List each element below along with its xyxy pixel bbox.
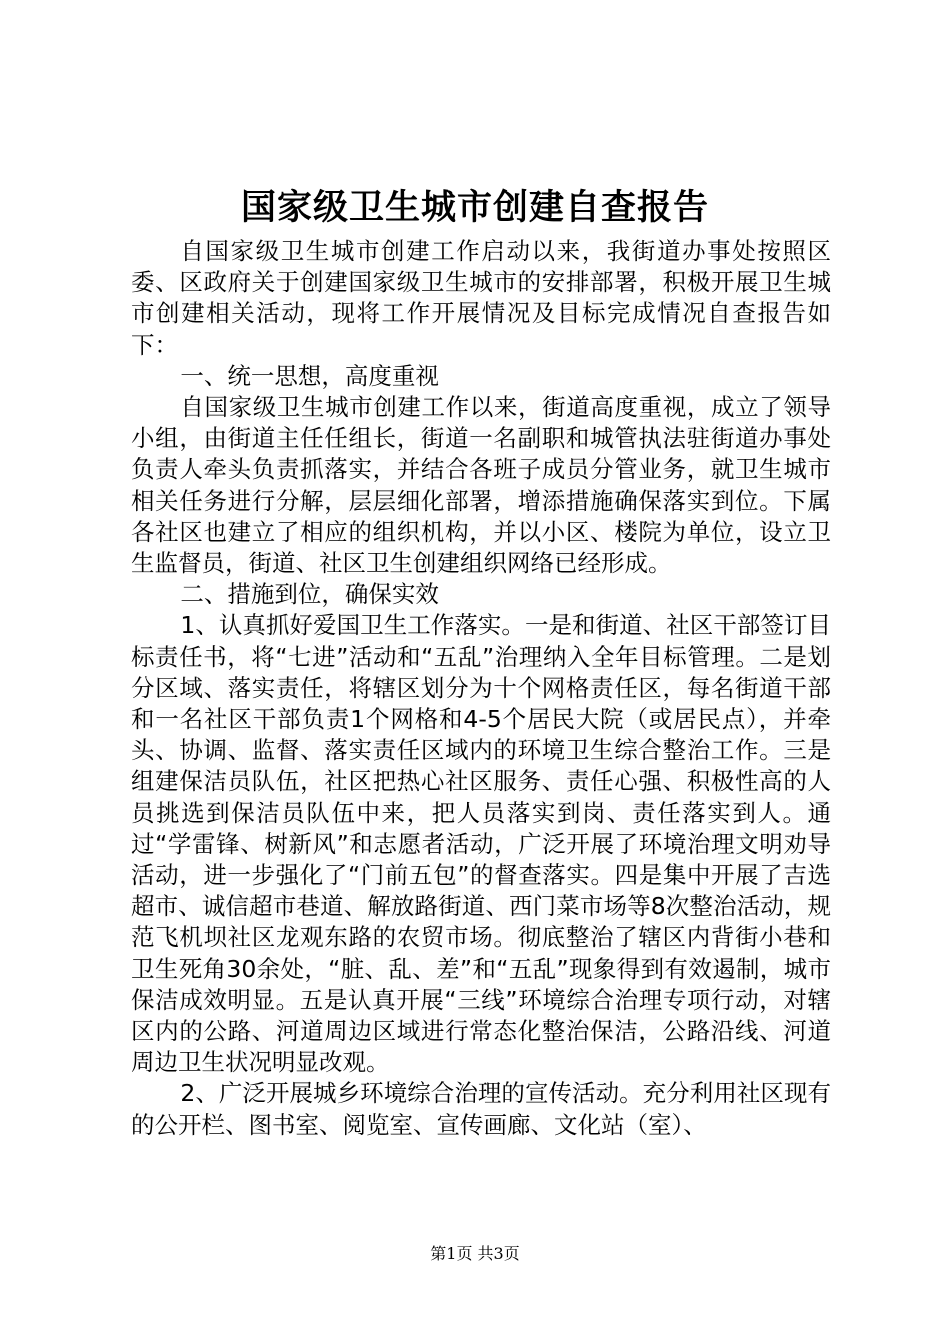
intro-paragraph: 自国家级卫生城市创建工作启动以来，我街道办事处按照区委、区政府关于创建国家级卫生城市的安排部署，积极开展卫生城市创建相关活动，现将工作开展情况及目标完成情况自查报告如下： xyxy=(131,237,831,359)
section-heading-2: 二、措施到位，确保实效 xyxy=(180,580,439,609)
page-number-footer: 第1页 共3页 xyxy=(430,1244,520,1263)
section-1-paragraph: 自国家级卫生城市创建工作以来，街道高度重视，成立了领导小组，由街道主任任组长，街道一名副职和城管执法驻街道办事处负责人牵头负责抓落实，并结合各班子成员分管业务，就卫生城市相关任务进行分解，层层细化部署，增添措施确保落实到位。下属各社区也建立了相应的组织机构，并以小区、楼院为单位，设立卫生监督员，街道、社区卫生创建组织网络已经形成。 xyxy=(131,393,831,578)
document-title: 国家级卫生城市创建自查报告 xyxy=(240,187,709,228)
section-2-item-2-paragraph: 2、广泛开展城乡环境综合治理的宣传活动。充分利用社区现有的公开栏、图书室、阅览室、宣传画廊、文化站（室）、 xyxy=(131,1079,831,1139)
section-heading-1: 一、统一思想，高度重视 xyxy=(180,361,439,390)
document-body xyxy=(131,236,831,1141)
section-2-item-1-paragraph: 1、认真抓好爱国卫生工作落实。一是和街道、社区干部签订目标责任书，将“七进”活动和“五乱”治理纳入全年目标管理。二是划分区域、落实责任，将辖区划分为十个网格责任区，每名街道干部和一名社区干部负责1个网格和4-5个居民大院（或居民点），并牵头、协调、监督、落实责任区域内的环境卫生综合整治工作。三是组建保洁员队伍，社区把热心社区服务、责任心强、积极性高的人员挑选到保洁员队伍中来，把人员落实到岗、责任落实到人。通过“学雷锋、树新风”和志愿者活动，广泛开展了环境治理文明劝导活动，进一步强化了“门前五包”的督查落实。四是集中开展了吉选超市、诚信超市巷道、解放路街道、西门菜市场等8次整治活动，规范飞机坝社区龙观东路的农贸市场。彻底整治了辖区内背街小巷和卫生死角30余处，“脏、乱、差”和“五乱”现象得到有效遏制，城市保洁成效明显。五是认真开展“三线”环境综合治理专项行动，对辖区内的公路、河道周边区域进行常态化整治保洁，公路沿线、河道周边卫生状况明显改观。 xyxy=(131,611,831,1077)
